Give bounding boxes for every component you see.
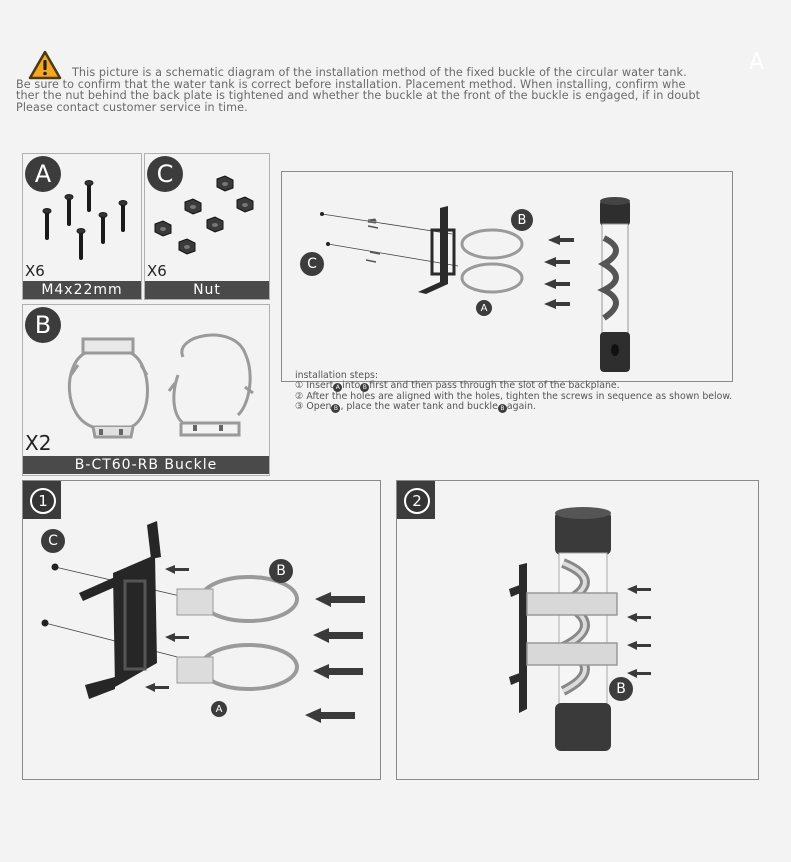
part-b-quantity: X2: [25, 431, 52, 455]
overview-badge-b: B: [511, 209, 533, 231]
part-c-caption: Nut: [145, 281, 269, 299]
step-3-text-c: again.: [506, 401, 536, 413]
warning-line-4: Please contact customer service in time.: [16, 100, 248, 114]
step-3-text-a: Open: [306, 401, 332, 413]
part-a-badge: A: [25, 156, 61, 192]
step-line-3: [295, 402, 785, 413]
warning-line-3: ther the nut behind the back plate is tightened and whether the buckle at the front of the buckle is engaged, if in doubt: [16, 89, 701, 103]
step-2-number-badge: 2: [404, 488, 430, 514]
step-2-panel: [396, 480, 759, 780]
step-1-text-b: into: [342, 380, 361, 392]
part-b-panel: [22, 304, 270, 476]
part-b-badge: B: [25, 307, 61, 343]
step-1-text-c: first and then pass through the slot of the backplane.: [369, 380, 620, 392]
warning-text: [16, 67, 786, 113]
step-1-badge-b: B: [269, 559, 293, 583]
part-c-quantity: X6: [147, 262, 167, 280]
installation-steps: [295, 371, 785, 413]
warning-line-2: Be sure to confirm that the water tank is correct before installation. Placement method. When installing, confirm whe: [16, 77, 686, 91]
step-1-text-a: Insert: [306, 380, 334, 392]
part-a-caption: M4x22mm: [23, 281, 141, 299]
step-3-badge-b: B: [498, 404, 507, 413]
overview-panel: [281, 171, 733, 382]
step-3-number: ③: [295, 401, 304, 413]
step-2-text: After the holes are aligned with the holes, tighten the screws in sequence as shown below.: [306, 391, 733, 403]
step-1-badge-a: A: [211, 701, 227, 717]
part-c-badge: C: [147, 156, 183, 192]
step-3-text-b: , place the water tank and buckle: [340, 401, 498, 413]
step-1-badge-b: B: [360, 383, 369, 392]
warning-line-1: This picture is a schematic diagram of the installation method of the fixed buckle of the circular water tank.: [72, 66, 687, 79]
overview-assembly-illustration: [282, 172, 734, 383]
part-c-panel: [144, 153, 270, 300]
step-1-number: ①: [295, 380, 304, 392]
part-a-panel: [22, 153, 142, 300]
step-1-badge-a: A: [333, 383, 342, 392]
step-1-number-badge: 1: [30, 488, 56, 514]
step-1-illustration: [23, 481, 382, 781]
screws-illustration: [23, 154, 143, 274]
part-b-caption: B-CT60-RB Buckle: [23, 456, 269, 474]
overview-badge-a: A: [476, 300, 492, 316]
step-1-badge-c: C: [41, 529, 65, 553]
step-2-number: ②: [295, 391, 304, 403]
step-2-illustration: [397, 481, 760, 781]
corner-letter: A: [749, 50, 765, 75]
steps-title: installation steps:: [295, 370, 379, 381]
buckles-illustration: [23, 305, 271, 455]
nuts-illustration: [145, 154, 271, 274]
step-1-panel: [22, 480, 381, 780]
part-a-quantity: X6: [25, 262, 45, 280]
step-3-badge-a: B: [331, 404, 340, 413]
overview-badge-c: C: [300, 252, 324, 276]
step-2-badge-b: B: [609, 677, 633, 701]
